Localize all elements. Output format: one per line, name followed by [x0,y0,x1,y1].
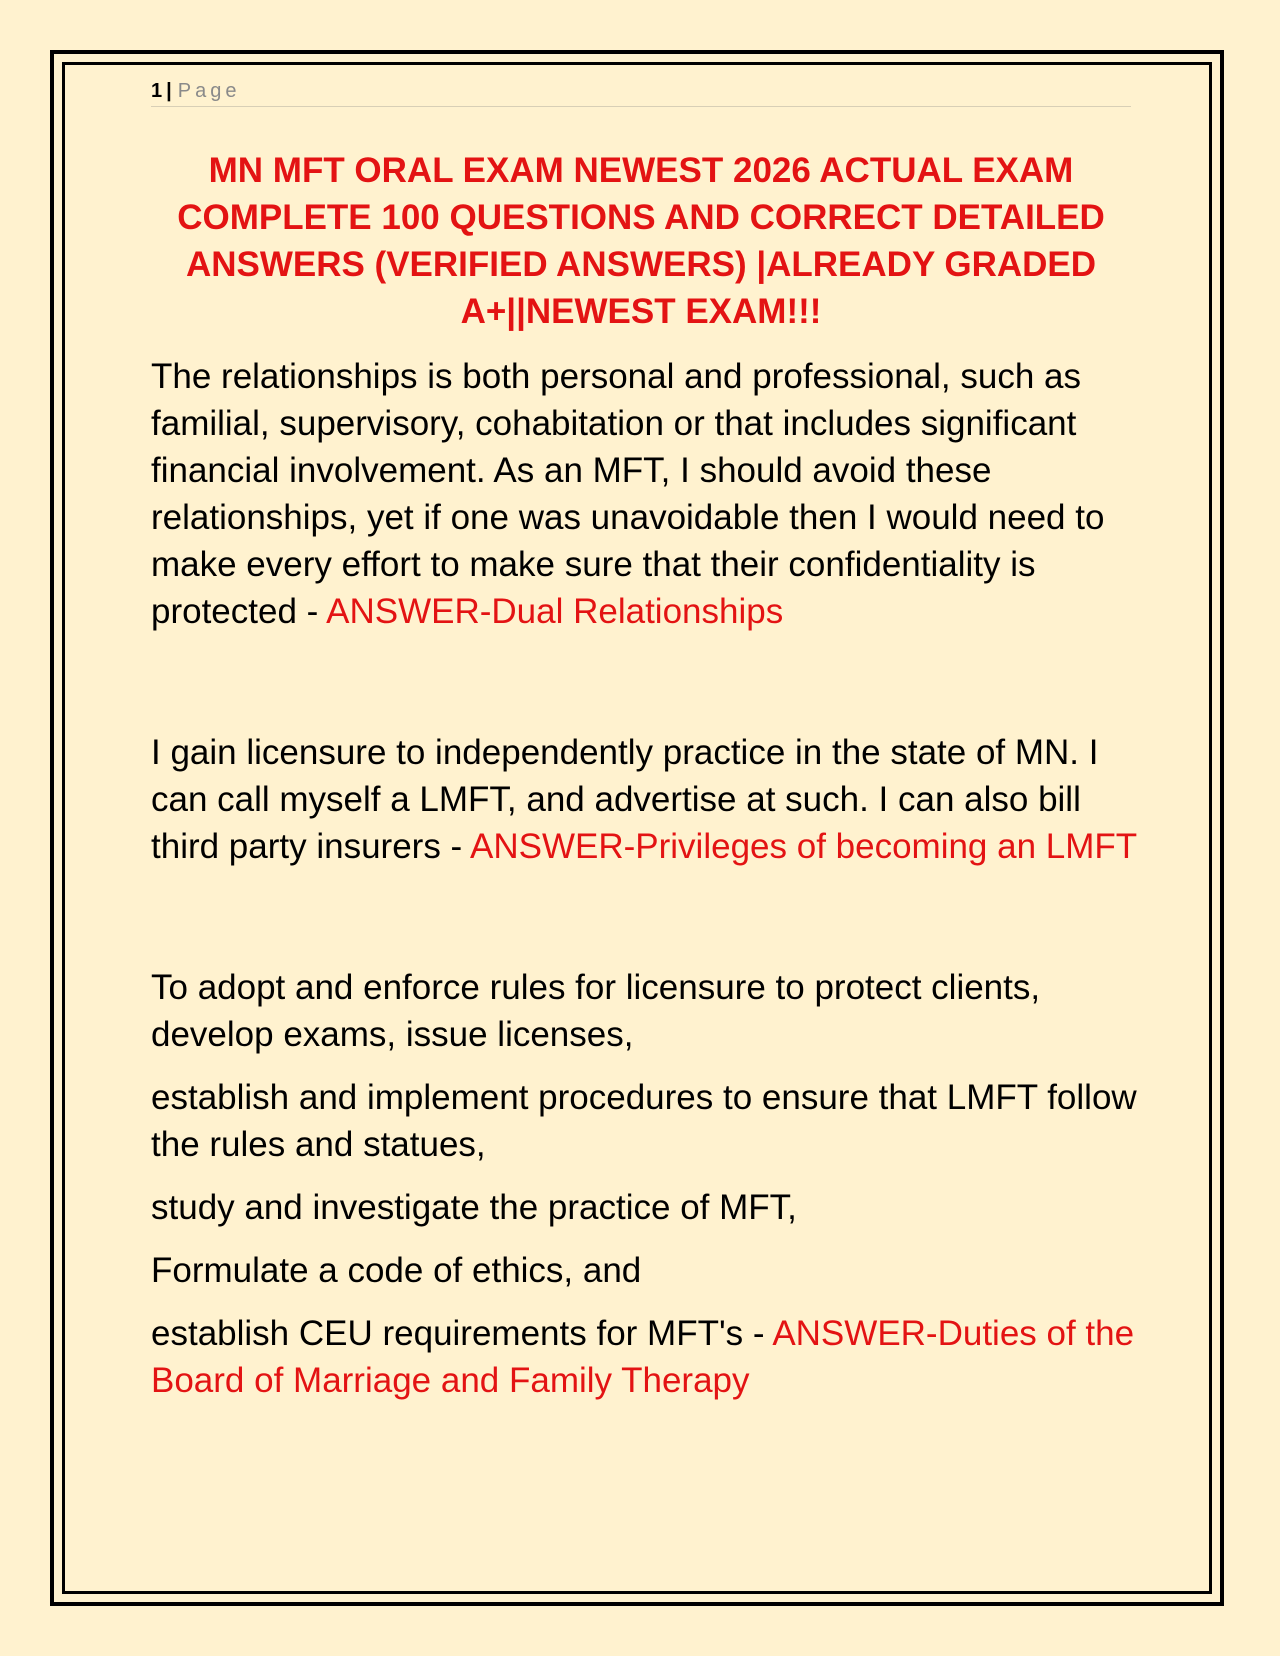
question-line: study and investigate the practice of MFT, [151,1188,797,1227]
question-text: The relationships is both personal and professional, such as familial, supervisory, cohabitation or that includes significant financial involvement. As an MFT, I should avoid these relationships, yet if one was unavoidable then I would need to make every effort to make sure that their confidentiality is protected - [151,357,1105,631]
question-text: I gain licensure to independently practice in the state of MN. I can call myself a LMFT, and advertise at such. I can also bill third party insurers - [151,733,1099,866]
question-line: To adopt and enforce rules for licensure to protect clients, develop exams, issue licenses, [151,968,1041,1054]
qa-item [151,353,1141,635]
question-line: establish and implement procedures to ensure that LMFT follow the rules and statues, [151,1078,1137,1164]
answer-text: ANSWER-Dual Relationships [326,592,784,631]
page-label: Page [177,80,241,102]
qa-item [151,1310,1141,1404]
document-title: MN MFT ORAL EXAM NEWEST 2026 ACTUAL EXAM COMPLETE 100 QUESTIONS AND CORRECT DETAILED ANSWERS (VERIFIED ANSWERS) |ALREADY GRADED A+||NEWEST EXAM!!! [177,151,1105,331]
question-text: establish CEU requirements for MFT's - [151,1314,773,1353]
document-body [151,353,1141,1404]
page-header [151,76,1131,107]
page-separator: | [166,80,172,102]
answer-text: ANSWER-Duties of the Board of Marriage and Family Therapy [151,1314,1135,1400]
question-line: Formulate a code of ethics, and [151,1251,642,1290]
answer-text: ANSWER-Privileges of becoming an LMFT [470,827,1138,866]
page-number: 1 [151,80,163,102]
qa-item [151,729,1141,870]
